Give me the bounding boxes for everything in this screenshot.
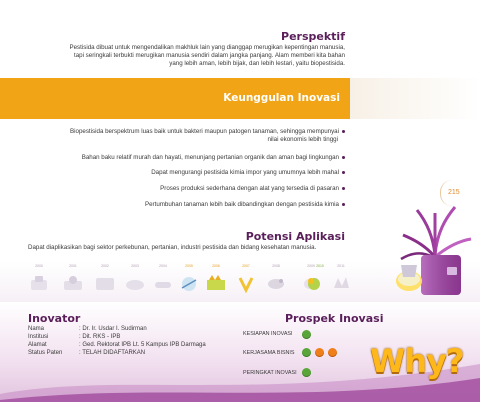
inovator-row xyxy=(28,342,206,348)
bullet-icon xyxy=(342,203,345,206)
year-label: 2000 xyxy=(35,264,43,268)
why-logo: Why? xyxy=(370,342,464,380)
banner-fade xyxy=(350,78,480,119)
orange-badge-icon xyxy=(315,348,324,357)
bullet-icon xyxy=(342,130,345,133)
thumb-icon xyxy=(330,272,352,294)
keunggulan-item xyxy=(70,128,345,136)
keunggulan-item xyxy=(160,185,345,193)
perspektif-line: Pestisida dibuat untuk mengendalikan makhluk lain yang dianggap merugikan kepentingan manusia, xyxy=(69,44,345,51)
year-thumb xyxy=(124,264,146,294)
prospek-label-kerjasama: KERJASAMA BISNIS xyxy=(243,350,295,356)
year-thumb xyxy=(62,264,84,294)
inovator-title: Inovator xyxy=(28,312,81,325)
thumb-icon xyxy=(62,272,84,294)
thumb-icon xyxy=(124,272,146,294)
year-thumb xyxy=(94,264,116,294)
green-badge-icon xyxy=(302,368,311,377)
bullet-icon xyxy=(342,187,345,190)
year-thumb xyxy=(28,264,50,294)
keunggulan-title: Keunggulan Inovasi xyxy=(223,92,340,104)
year-label: 2010 xyxy=(316,264,324,268)
perspektif-line: yang lebih aman, lebih bijak, dan lebih lestari, yaitu biopestisida. xyxy=(169,60,345,67)
prospek-title: Prospek Inovasi xyxy=(285,312,384,325)
inovator-key: Nama xyxy=(28,326,45,332)
year-label: 2009 xyxy=(307,264,315,268)
plant-pot-illustration xyxy=(395,205,475,300)
year-label: 2007 xyxy=(242,264,250,268)
year-thumb xyxy=(205,264,227,294)
year-label: 2008 xyxy=(272,264,280,268)
year-label: 2004 xyxy=(159,264,167,268)
bullet-icon xyxy=(342,171,345,174)
green-badge-icon xyxy=(302,330,311,339)
keunggulan-item xyxy=(151,169,345,177)
keunggulan-item-continuation: nilai ekonomis lebih tinggi xyxy=(267,136,338,143)
prospek-label-kesiapan: KESIAPAN INOVASI xyxy=(243,331,293,337)
year-thumb xyxy=(178,264,200,294)
year-label: 2005 xyxy=(185,264,193,268)
perspektif-title: Perspektif xyxy=(281,30,345,43)
inovator-value: : Dr. Ir. Usdar I. Sudirman xyxy=(79,326,147,332)
year-label: 2002 xyxy=(101,264,109,268)
page-number-bracket xyxy=(440,180,480,206)
potensi-title: Potensi Aplikasi xyxy=(245,230,345,243)
thumb-icon xyxy=(152,272,174,294)
orange-badge-icon xyxy=(328,348,337,357)
inovator-row xyxy=(28,334,120,340)
keunggulan-banner xyxy=(0,78,350,119)
thumb-icon xyxy=(205,272,227,294)
year-label: 2001 xyxy=(69,264,77,268)
inovator-value: : TELAH DIDAFTARKAN xyxy=(79,350,146,356)
thumb-icon xyxy=(265,272,287,294)
inovator-key: Institusi xyxy=(28,334,49,340)
thumb-icon xyxy=(94,272,116,294)
year-thumb xyxy=(330,264,352,294)
inovator-value: : Dit. RKS - IPB xyxy=(79,334,121,340)
inovator-row xyxy=(28,326,147,332)
keunggulan-item-text: Proses produksi sederhana dengan alat yang tersedia di pasaran xyxy=(160,185,339,192)
thumb-icon xyxy=(28,272,50,294)
bullet-icon xyxy=(342,156,345,159)
keunggulan-item-text: Dapat mengurangi pestisida kimia impor yang umumnya lebih mahal xyxy=(151,169,339,176)
keunggulan-item xyxy=(145,201,345,209)
green-badge-icon xyxy=(302,348,311,357)
potensi-text: Dapat diaplikasikan bagi sektor perkebunan, pertanian, industri pestisida dan bidang kesehatan manusia. xyxy=(28,244,317,251)
inovator-row xyxy=(28,350,145,356)
year-thumb xyxy=(235,264,257,294)
keunggulan-item xyxy=(82,154,345,162)
keunggulan-item-text: Pertumbuhan tanaman lebih baik dibandingkan dengan pestisida kimia xyxy=(144,201,339,208)
thumb-icon xyxy=(235,272,257,294)
page-number: 215 xyxy=(448,189,460,196)
thumb-icon xyxy=(303,272,325,294)
perspektif-paragraph xyxy=(28,44,345,68)
perspektif-line: tapi seringkali terbukti merugikan manusia sendiri dalam jangka panjang. Alam memberi kita bahan xyxy=(73,52,345,59)
year-label: 2006 xyxy=(212,264,220,268)
inovator-key: Status Paten xyxy=(28,350,63,356)
inovator-value: : Ged. Rektorat IPB Lt. 5 Kampus IPB Darmaga xyxy=(79,342,206,348)
keunggulan-item-text: Biopestisida berspektrum luas baik untuk bakteri maupun patogen tanaman, sehingga mempunyai xyxy=(70,128,339,135)
year-label: 2003 xyxy=(131,264,139,268)
keunggulan-item-text: Bahan baku relatif murah dan hayati, menunjang pertanian organik dan aman bagi lingkungan xyxy=(81,154,339,161)
thumb-icon xyxy=(178,272,200,294)
year-label: 2011 xyxy=(337,264,345,268)
year-thumb xyxy=(265,264,287,294)
inovator-key: Alamat xyxy=(28,342,47,348)
prospek-label-peringkat: PERINGKAT INOVASI xyxy=(243,370,297,376)
year-thumb xyxy=(152,264,174,294)
